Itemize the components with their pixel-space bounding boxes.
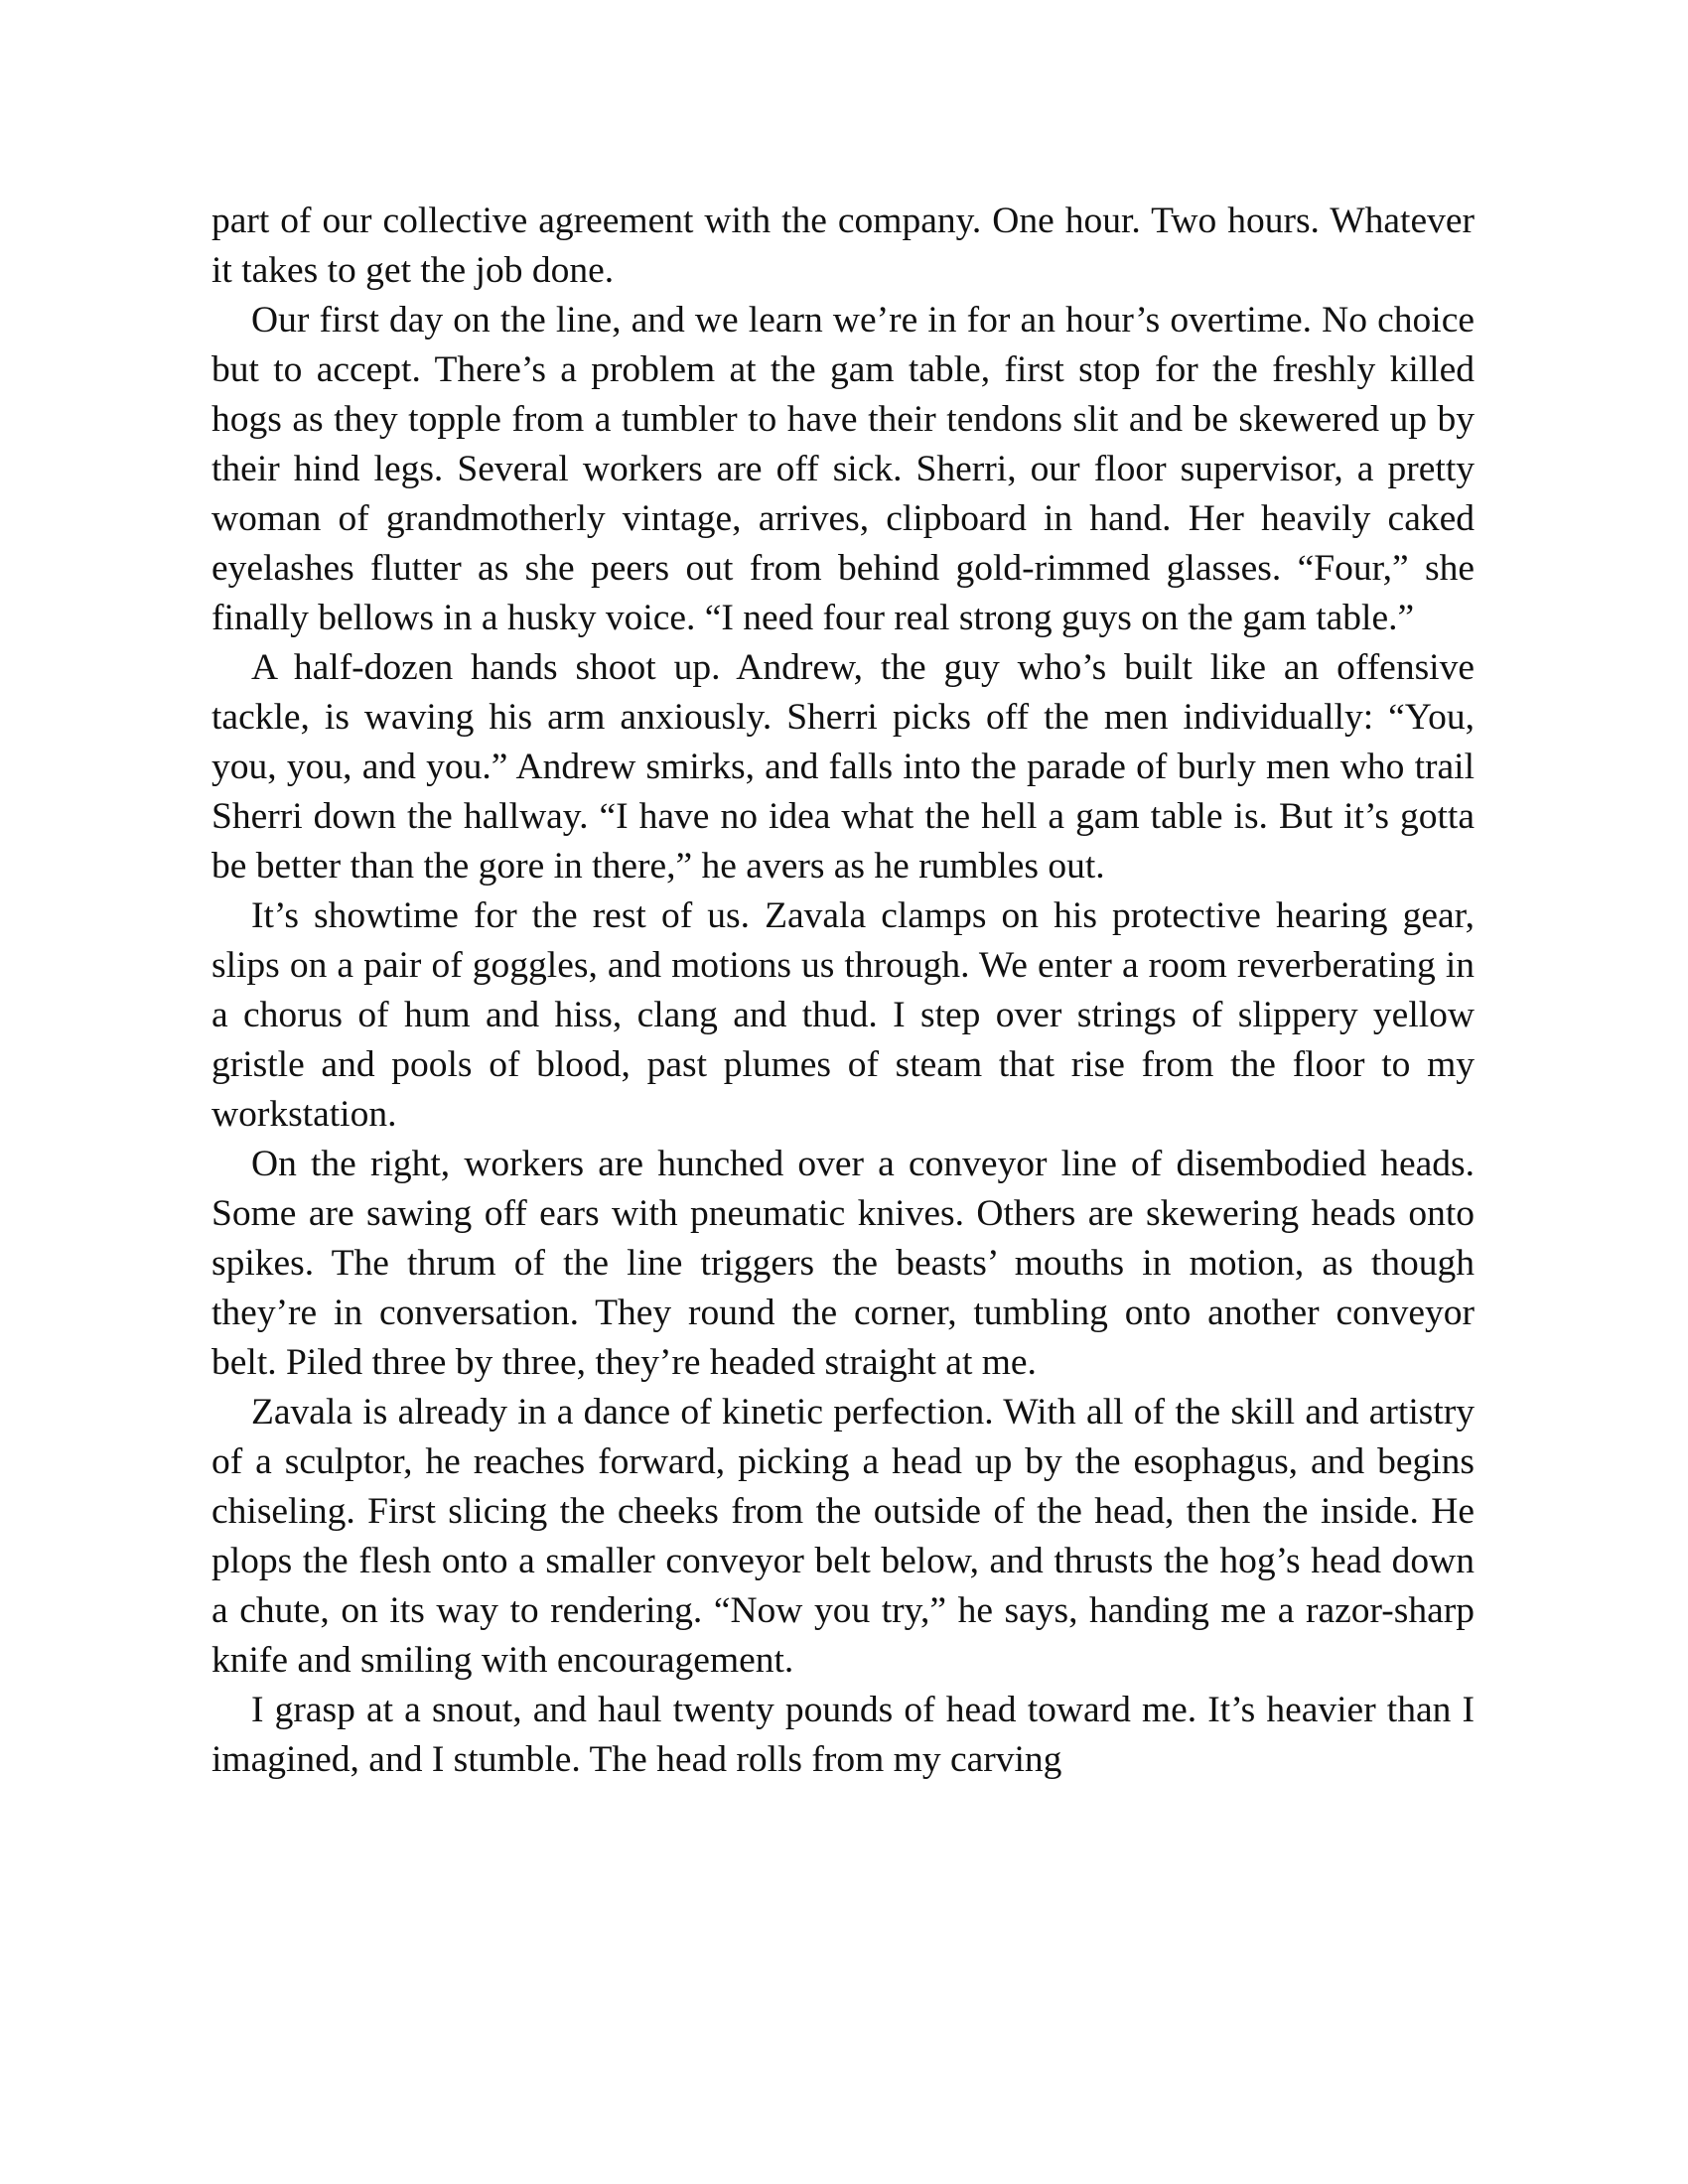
paragraph-conveyor: On the right, workers are hunched over a conveyor line of disembodied heads. Some are sawing off ears with pneumatic knives. Others are skewering heads onto spikes. The thrum of the line triggers the beasts’ mouths in motion, as though they’re in conversation. They round the corner, tumbling onto another conveyor belt. Piled three by three, they’re headed straight at me. xyxy=(211,1144,1475,1383)
paragraph-zavala: Zavala is already in a dance of kinetic perfection. With all of the skill and artistry of a sculptor, he reaches forward, picking a head up by the esophagus, and begins chiseling. First slicing the cheeks from the outside of the head, then the inside. He plops the flesh onto a smaller conveyor belt below, and thrusts the hog’s head down a chute, on its way to rendering. “Now you try,” he says, handing me a razor-sharp knife and smiling with encouragement. xyxy=(211,1392,1475,1681)
paragraph-hands-up: A half-dozen hands shoot up. Andrew, the guy who’s built like an offensive tackle, is waving his arm anxiously. Sherri picks off the men individually: “You, you, you, and you.” Andrew smirks, and falls into the parade of burly men who trail Sherri down the hallway. “I have no idea what the hell a gam table is. But it’s gotta be better than the gore in there,” he avers as he rumbles out. xyxy=(211,647,1475,887)
body-text xyxy=(211,197,1475,1785)
paragraph-snout: I grasp at a snout, and haul twenty pounds of head toward me. It’s heavier than I imagined, and I stumble. The head rolls from my carving xyxy=(211,1690,1475,1780)
paragraph-overtime: Our first day on the line, and we learn we’re in for an hour’s overtime. No choice but to accept. There’s a problem at the gam table, first stop for the freshly killed hogs as they topple from a tumbler to have their tendons slit and be skewered up by their hind legs. Several workers are off sick. Sherri, our floor supervisor, a pretty woman of grandmotherly vintage, arrives, clipboard in hand. Her heavily caked eyelashes flutter as she peers out from behind gold-rimmed glasses. “Four,” she finally bellows in a husky voice. “I need four real strong guys on the gam table.” xyxy=(211,300,1475,638)
paragraph-showtime: It’s showtime for the rest of us. Zavala clamps on his protective hearing gear, slips on a pair of goggles, and motions us through. We enter a room reverberating in a chorus of hum and hiss, clang and thud. I step over strings of slippery yellow gristle and pools of blood, past plumes of steam that rise from the floor to my workstation. xyxy=(211,895,1475,1135)
paragraph-continued: part of our collective agreement with the company. One hour. Two hours. Whatever it takes to get the job done. xyxy=(211,201,1475,291)
